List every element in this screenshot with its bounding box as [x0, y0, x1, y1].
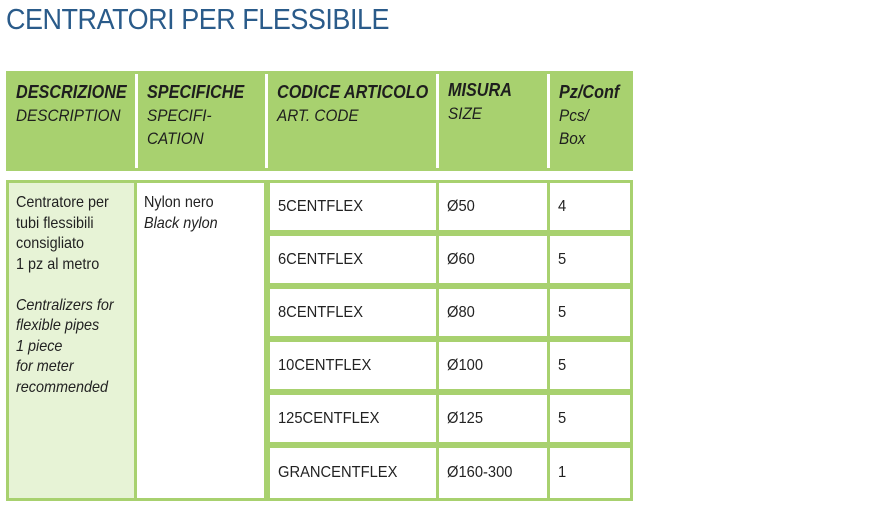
header-code [267, 71, 437, 171]
size-cell: Ø160-300 [436, 445, 550, 501]
description-en-line: 1 piece [16, 337, 63, 355]
pieces-cell: 5 [547, 339, 633, 392]
specification-en: Black nylon [144, 214, 218, 232]
table-body [6, 180, 633, 501]
header-pieces-en-1: Pcs/ [559, 106, 589, 125]
specification-it: Nylon nero [144, 194, 214, 211]
description-it-line: tubi flessibili [16, 214, 94, 232]
description-en-line: Centralizers for [16, 296, 114, 314]
code-cell: 6CENTFLEX [267, 233, 439, 286]
description-en-line: flexible pipes [16, 317, 100, 334]
pieces-cell: 5 [547, 286, 633, 339]
pieces-cell: 1 [547, 445, 633, 501]
code-cell: 125CENTFLEX [267, 392, 439, 445]
code-cell: 8CENTFLEX [267, 286, 439, 339]
table-row [267, 445, 633, 501]
size-cell: Ø60 [436, 233, 550, 286]
header-specification-it: SPECIFICHE [147, 82, 245, 102]
table-row [267, 392, 633, 445]
header-pieces-it: Pz/Conf [559, 82, 620, 102]
table-row [267, 233, 633, 286]
page-title: CENTRATORI PER FLESSIBILE [6, 4, 390, 36]
header-description-en: DESCRIPTION [16, 106, 121, 125]
table-row [267, 339, 633, 392]
header-code-en: ART. CODE [277, 106, 359, 125]
header-pieces [549, 71, 633, 171]
specification-cell [137, 180, 267, 501]
size-cell: Ø80 [436, 286, 550, 339]
size-cell: Ø50 [436, 180, 550, 233]
header-size-en: SIZE [448, 104, 483, 123]
header-size-it: MISURA [448, 80, 512, 100]
header-specification [137, 71, 267, 171]
header-pieces-en-2: Box [559, 129, 586, 148]
size-cell: Ø100 [436, 339, 550, 392]
header-specification-en-1: SPECIFI- [147, 106, 212, 125]
size-cell: Ø125 [436, 392, 550, 445]
pieces-cell: 5 [547, 392, 633, 445]
code-cell: 5CENTFLEX [267, 180, 439, 233]
table-row [267, 286, 633, 339]
description-it-line: consigliato [16, 235, 85, 252]
description-it-line: 1 pz al metro [16, 255, 100, 273]
header-description [6, 71, 136, 171]
code-cell: 10CENTFLEX [267, 339, 439, 392]
description-en-line: for meter [16, 358, 74, 375]
pieces-cell: 4 [547, 180, 633, 233]
header-code-it: CODICE ARTICOLO [277, 82, 429, 102]
table-header [6, 71, 633, 171]
description-it-line: Centratore per [16, 194, 109, 211]
description-cell [6, 180, 137, 501]
pieces-cell: 5 [547, 233, 633, 286]
header-size [438, 71, 548, 171]
description-en-line: recommended [16, 378, 109, 396]
header-description-it: DESCRIZIONE [16, 82, 127, 102]
code-cell: GRANCENTFLEX [267, 445, 439, 501]
table-row [267, 180, 633, 233]
header-specification-en-2: CATION [147, 129, 204, 148]
